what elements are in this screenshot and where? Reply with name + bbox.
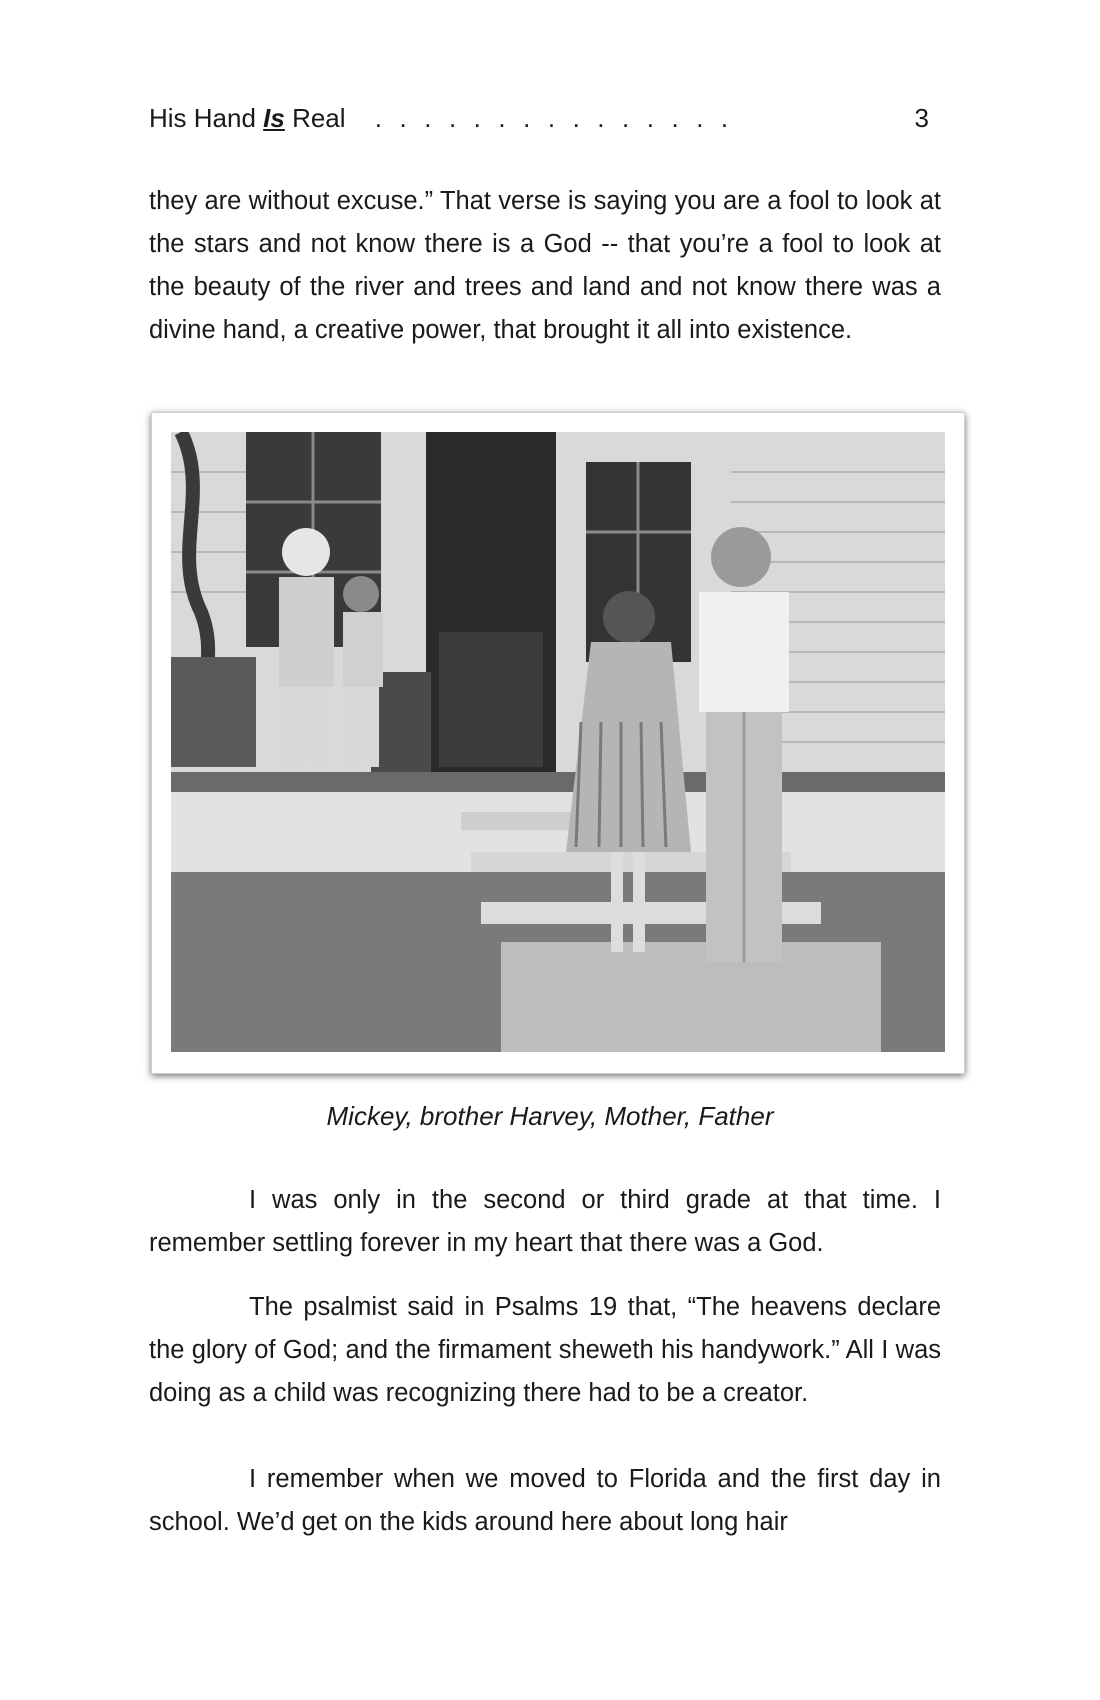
page-number: 3: [914, 103, 929, 133]
header-title-emphasis: Is: [263, 103, 285, 133]
header-leader-dots: ...............: [374, 103, 746, 133]
body-paragraph: they are without excuse.” That verse is saying you are a fool to look at the stars and not know there is a God -- that you’re a fool to look at the beauty of the river and trees and land and not know there was a divine hand, a creative power, that brought it all into existence.: [149, 187, 941, 344]
running-header: [149, 98, 929, 138]
family-photo: [171, 432, 945, 1052]
body-paragraph: The psalmist said in Psalms 19 that, “The heavens declare the glory of God; and the firmament sheweth his handywork.” All I was doing as a child was recognizing there had to be a creator.: [149, 1293, 941, 1407]
photo-caption: Mickey, brother Harvey, Mother, Father: [326, 1101, 774, 1131]
header-title: His Hand: [149, 103, 264, 133]
body-paragraph: I remember when we moved to Florida and the first day in school. We’d get on the kids around here about long hair: [149, 1465, 941, 1536]
family-photo-illustration: [171, 432, 945, 1052]
photo-frame: [151, 412, 965, 1074]
header-title-end: Real: [284, 103, 346, 133]
body-paragraph: I was only in the second or third grade at that time. I remember settling forever in my heart that there was a God.: [149, 1186, 941, 1257]
